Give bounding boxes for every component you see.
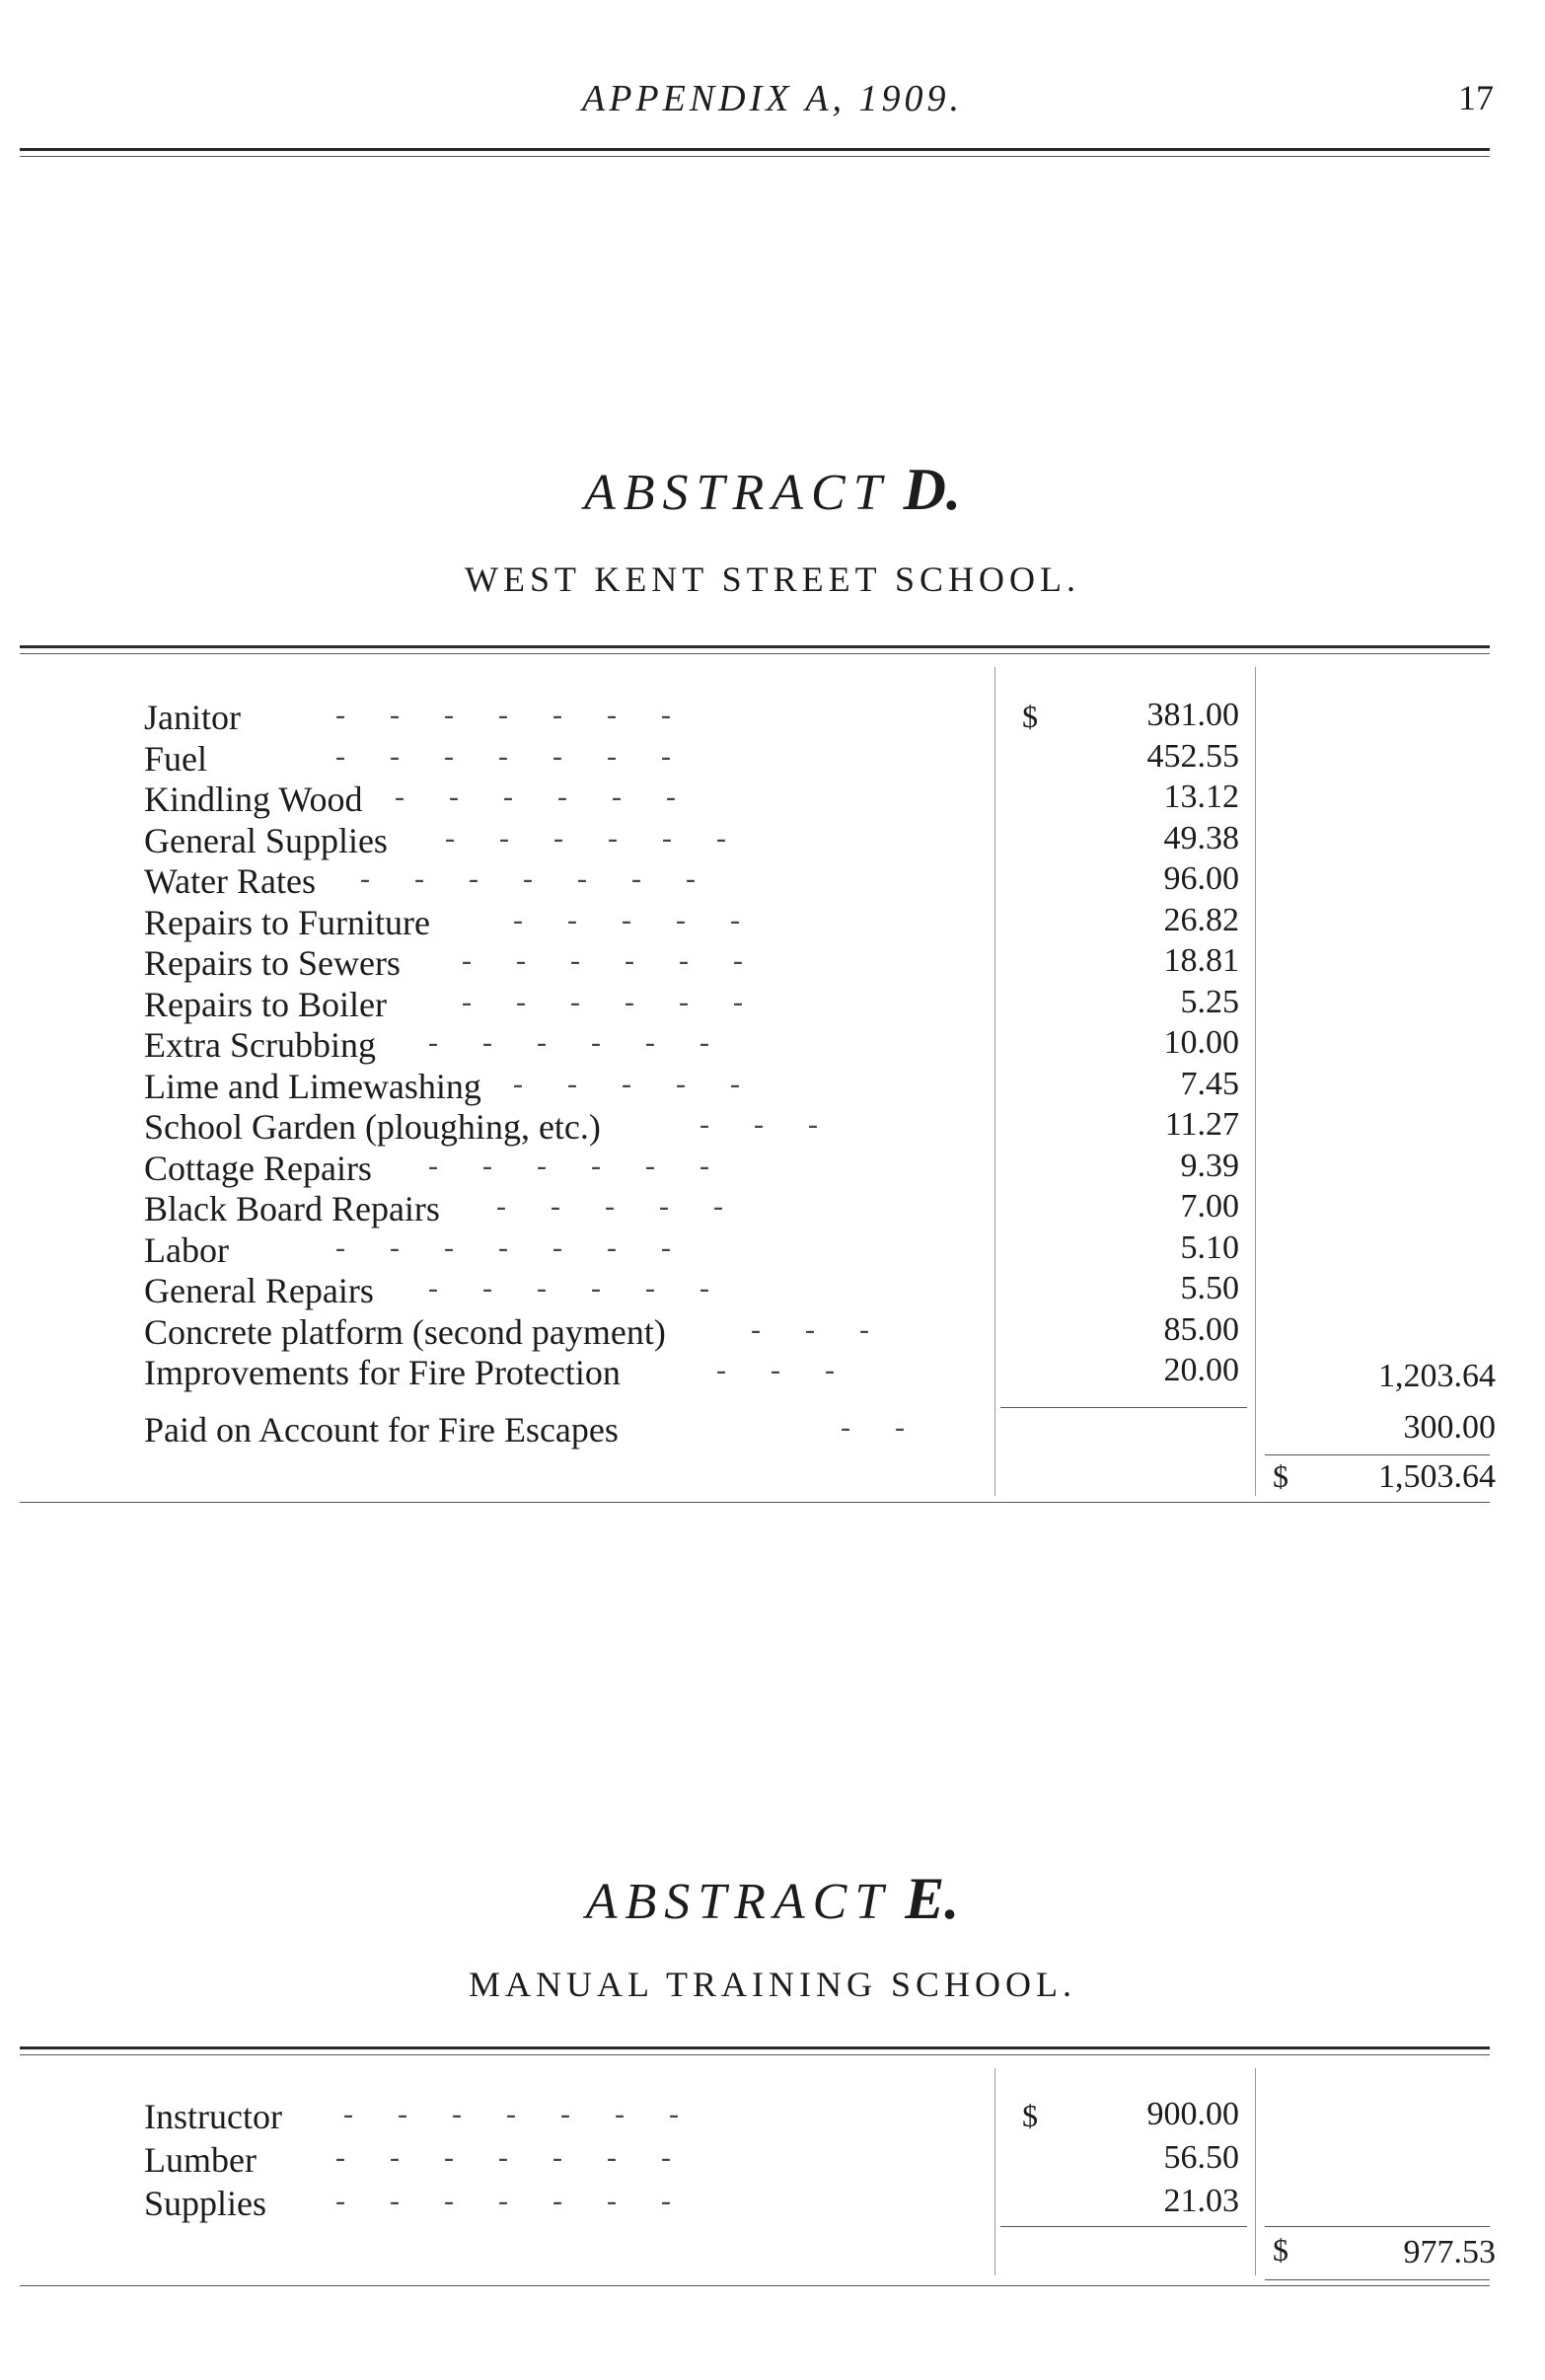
- abstract-d-row-leader: - - - - - - -: [335, 739, 671, 773]
- abstract-e-row-label: Instructor: [144, 2097, 282, 2136]
- abstract-d-total-rule: [1265, 1454, 1490, 1455]
- abstract-d-extra-label: Paid on Account for Fire Escapes: [144, 1410, 619, 1450]
- abstract-d-row-leader: - - - - -: [513, 1067, 740, 1100]
- abstract-e-top-rule-thin: [20, 2054, 1490, 2055]
- abstract-d-subtotal: 1,203.64: [1378, 1358, 1496, 1394]
- abstract-d-subtitle: WEST KENT STREET SCHOOL.: [464, 559, 1081, 599]
- abstract-d-row-leader: - - - - -: [496, 1190, 723, 1223]
- abstract-e-letter: E.: [905, 1866, 960, 1931]
- abstract-d-row-label: Improvements for Fire Protection: [144, 1353, 621, 1392]
- abstract-e-row-leader: - - - - - - -: [335, 2185, 671, 2217]
- abstract-d-row-leader: - - - - - -: [428, 1149, 709, 1182]
- abstract-d-row-leader: - - - - - -: [462, 985, 743, 1018]
- abstract-d-grand-total: 1,503.64: [1378, 1458, 1496, 1495]
- abstract-e-column-rule-2: [1255, 2068, 1256, 2275]
- header-rule: [20, 148, 1490, 151]
- header-rule-thin: [20, 156, 1490, 157]
- abstract-d-row-label: Water Rates: [144, 861, 317, 901]
- abstract-d-row-amount: 13.12: [1163, 779, 1239, 815]
- abstract-d-row-amount: 381.00: [1146, 697, 1239, 733]
- abstract-d-row-leader: - - - - -: [513, 903, 740, 936]
- abstract-d-row-amount: 452.55: [1146, 737, 1239, 775]
- abstract-e-row-leader: - - - - - - -: [343, 2098, 679, 2130]
- abstract-d-row-amount: 5.25: [1180, 983, 1239, 1020]
- abstract-d-row-label: Labor: [144, 1229, 229, 1270]
- abstract-d-row-amount: 11.27: [1164, 1106, 1239, 1143]
- abstract-d-row-leader: - - -: [751, 1312, 869, 1346]
- abstract-e-row-label: Supplies: [144, 2184, 267, 2223]
- abstract-d-top-rule: [20, 645, 1490, 648]
- abstract-d-row-amount: 26.82: [1163, 901, 1239, 938]
- abstract-d-row-leader: - - - - - -: [462, 944, 743, 977]
- abstract-d-row-amount: 18.81: [1163, 942, 1239, 979]
- abstract-e-title: [0, 1865, 1545, 1933]
- abstract-e-total-bottom-rule: [1265, 2279, 1490, 2280]
- abstract-d-row-amount: 7.00: [1180, 1188, 1239, 1225]
- abstract-d-title-text: ABSTRACT: [584, 465, 890, 521]
- abstract-e-subtitle: MANUAL TRAINING SCHOOL.: [469, 1965, 1076, 2004]
- abstract-d-letter: D.: [903, 457, 961, 522]
- abstract-e-top-rule: [20, 2046, 1490, 2049]
- abstract-d-row-label: Black Board Repairs: [144, 1189, 440, 1228]
- abstract-d-row-amount: 10.00: [1163, 1024, 1239, 1061]
- abstract-d-row-label: Repairs to Sewers: [144, 943, 401, 983]
- abstract-d-row-label: Cottage Repairs: [144, 1148, 372, 1188]
- abstract-d-bottom-rule: [20, 1502, 1490, 1503]
- abstract-d-row-leader: - - - - - - -: [335, 1230, 671, 1264]
- abstract-d-row-leader: - - - - - - -: [335, 699, 671, 731]
- abstract-d-row-label: Fuel: [144, 738, 208, 779]
- abstract-d-sum-rule: [1000, 1407, 1247, 1408]
- abstract-d-row-leader: - - - - - -: [428, 1026, 709, 1059]
- abstract-d-row-amount: 49.38: [1163, 819, 1239, 856]
- abstract-e-row-label: Lumber: [144, 2140, 257, 2180]
- abstract-e-row-amount: 21.03: [1163, 2183, 1239, 2219]
- abstract-d-row-leader: - - -: [699, 1108, 818, 1141]
- abstract-e-grand-total: 977.53: [1403, 2234, 1496, 2270]
- abstract-d-row-amount: 7.45: [1180, 1065, 1239, 1102]
- abstract-d-row-label: Extra Scrubbing: [144, 1025, 376, 1065]
- abstract-d-row-label: General Repairs: [144, 1271, 374, 1310]
- abstract-d-extra-amount: 300.00: [1403, 1409, 1496, 1446]
- abstract-d-currency: $: [1022, 699, 1038, 734]
- abstract-d-row-leader: - - - - - -: [428, 1272, 709, 1304]
- abstract-d-total-currency: $: [1273, 1458, 1288, 1494]
- abstract-d-row-amount: 85.00: [1163, 1310, 1239, 1348]
- abstract-e-row-amount: 900.00: [1146, 2096, 1239, 2132]
- abstract-d-row-amount: 20.00: [1163, 1352, 1239, 1388]
- abstract-e-sum-rule: [1000, 2226, 1247, 2227]
- abstract-d-row-label: Concrete platform (second payment): [144, 1311, 666, 1352]
- abstract-d-extra-dashes: - -: [841, 1411, 905, 1444]
- abstract-d-column-rule: [994, 667, 995, 1496]
- page-number: 17: [1458, 78, 1494, 117]
- abstract-e-row-leader: - - - - - - -: [335, 2141, 671, 2174]
- abstract-d-row-label: School Garden (ploughing, etc.): [144, 1107, 601, 1147]
- abstract-d-row-label: General Supplies: [144, 820, 388, 860]
- abstract-d-row-leader: - - - - - -: [445, 821, 726, 855]
- abstract-d-column-rule-2: [1255, 667, 1256, 1496]
- abstract-e-currency: $: [1022, 2098, 1038, 2133]
- abstract-e-row-amount: 56.50: [1163, 2139, 1239, 2176]
- abstract-d-title: [0, 456, 1545, 524]
- abstract-e-bottom-rule: [20, 2285, 1490, 2286]
- abstract-e-title-text: ABSTRACT: [585, 1874, 892, 1930]
- abstract-d-row-amount: 5.10: [1180, 1228, 1239, 1266]
- abstract-e-total-currency: $: [1273, 2232, 1288, 2268]
- abstract-d-row-amount: 96.00: [1163, 860, 1239, 897]
- abstract-d-row-label: Repairs to Furniture: [144, 902, 430, 942]
- abstract-d-row-label: Janitor: [144, 698, 241, 737]
- abstract-d-row-amount: 5.50: [1180, 1270, 1239, 1306]
- abstract-d-row-leader: - - - - - -: [395, 781, 676, 813]
- abstract-d-top-rule-thin: [20, 653, 1490, 654]
- abstract-d-row-label: Repairs to Boiler: [144, 984, 387, 1024]
- abstract-d-row-label: Lime and Limewashing: [144, 1066, 481, 1106]
- abstract-d-row-amount: 9.39: [1180, 1147, 1239, 1184]
- running-title: APPENDIX A, 1909.: [581, 78, 964, 119]
- abstract-d-row-leader: - - -: [716, 1354, 835, 1386]
- abstract-d-row-leader: - - - - - - -: [360, 862, 696, 895]
- abstract-d-row-label: Kindling Wood: [144, 780, 363, 819]
- abstract-e-total-top-rule: [1265, 2226, 1490, 2227]
- abstract-e-column-rule: [994, 2068, 995, 2275]
